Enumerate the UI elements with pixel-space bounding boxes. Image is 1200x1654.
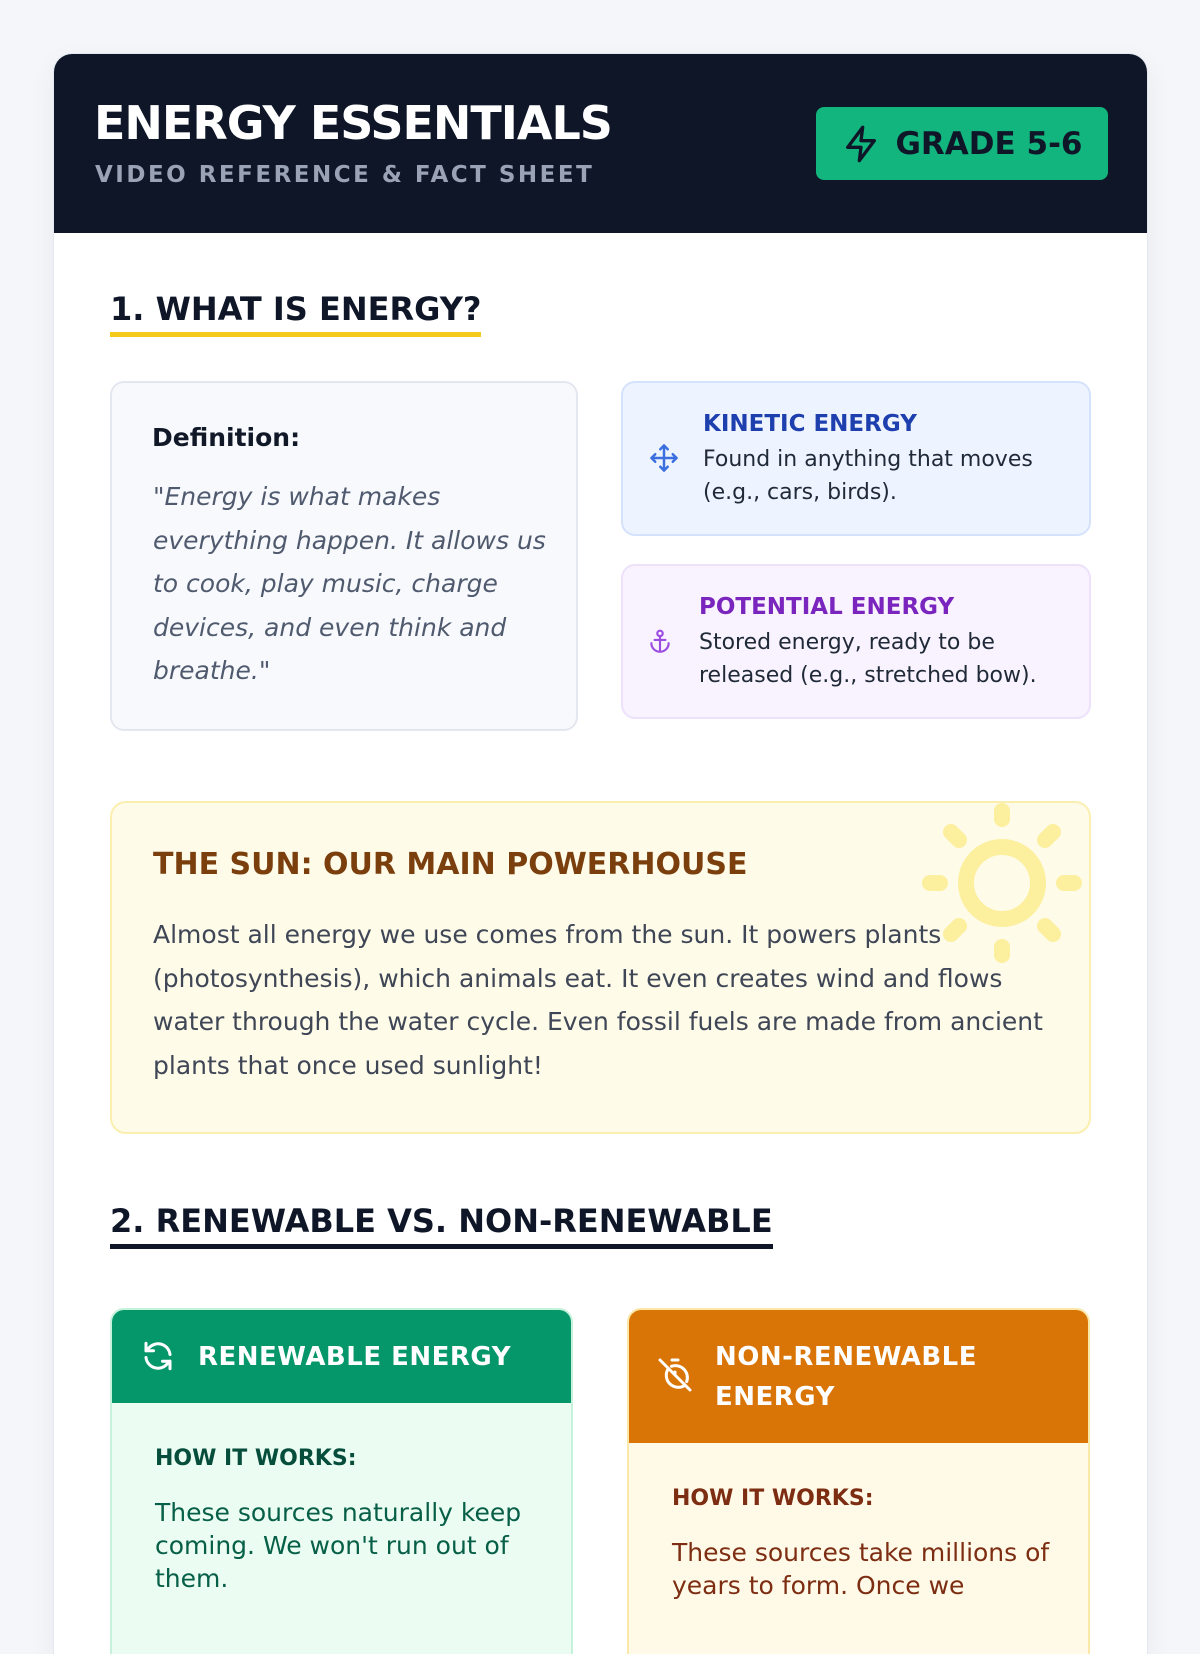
renewable-how-it-works-label: HOW IT WORKS: [155, 1446, 357, 1471]
sun-callout-body: Almost all energy we use comes from the sun. It powers plants (photosynthesis), which animals eat. It even creates wind and flows water through the water cycle. Even fossil fuels are made from ancient plants that once used sunlight! [153, 920, 1043, 1080]
definition-quote: "Energy is what makes everything happen. It allows us to cook, play music, charge devices, and even think and breathe." [153, 482, 546, 685]
grade-badge [816, 107, 1108, 180]
kinetic-energy-card [621, 381, 1091, 536]
definition-card [110, 381, 578, 731]
grade-label: GRADE 5-6 [895, 125, 1083, 162]
page-title: ENERGY ESSENTIALS [94, 96, 612, 150]
sun-callout-title: THE SUN: OUR MAIN POWERHOUSE [153, 847, 748, 882]
potential-energy-description: Stored energy, ready to be released (e.g., stretched bow). [699, 630, 1037, 688]
section-title-what-is-energy: 1. WHAT IS ENERGY? [110, 290, 481, 337]
fact-sheet [54, 54, 1147, 1654]
anchor-icon [647, 628, 673, 654]
non-renewable-energy-card [627, 1308, 1090, 1654]
potential-energy-title: POTENTIAL ENERGY [699, 594, 955, 620]
non-renewable-energy-title: NON-RENEWABLE ENERGY [715, 1342, 977, 1412]
section-title-renewable-vs-non-renewable: 2. RENEWABLE VS. NON-RENEWABLE [110, 1202, 773, 1249]
renewable-energy-title: RENEWABLE ENERGY [198, 1342, 512, 1372]
move-arrows-icon [649, 443, 679, 473]
non-renewable-how-it-works-label: HOW IT WORKS: [672, 1486, 874, 1511]
page-subtitle: VIDEO REFERENCE & FACT SHEET [95, 162, 595, 188]
lightning-bolt-icon [841, 124, 881, 164]
non-renewable-how-it-works-text: These sources take millions of years to form. Once we [672, 1538, 1050, 1600]
renewable-energy-header [112, 1310, 573, 1403]
refresh-icon [140, 1338, 176, 1374]
timer-off-icon [657, 1357, 693, 1393]
kinetic-energy-title: KINETIC ENERGY [703, 411, 917, 437]
sun-callout [110, 801, 1091, 1134]
renewable-how-it-works-text: These sources naturally keep coming. We won't run out of them. [155, 1498, 522, 1593]
non-renewable-energy-header [629, 1310, 1090, 1443]
renewable-energy-card [110, 1308, 573, 1654]
potential-energy-card [621, 564, 1091, 719]
header [54, 54, 1147, 233]
kinetic-energy-description: Found in anything that moves (e.g., cars, birds). [703, 447, 1033, 505]
definition-label: Definition: [152, 423, 301, 452]
